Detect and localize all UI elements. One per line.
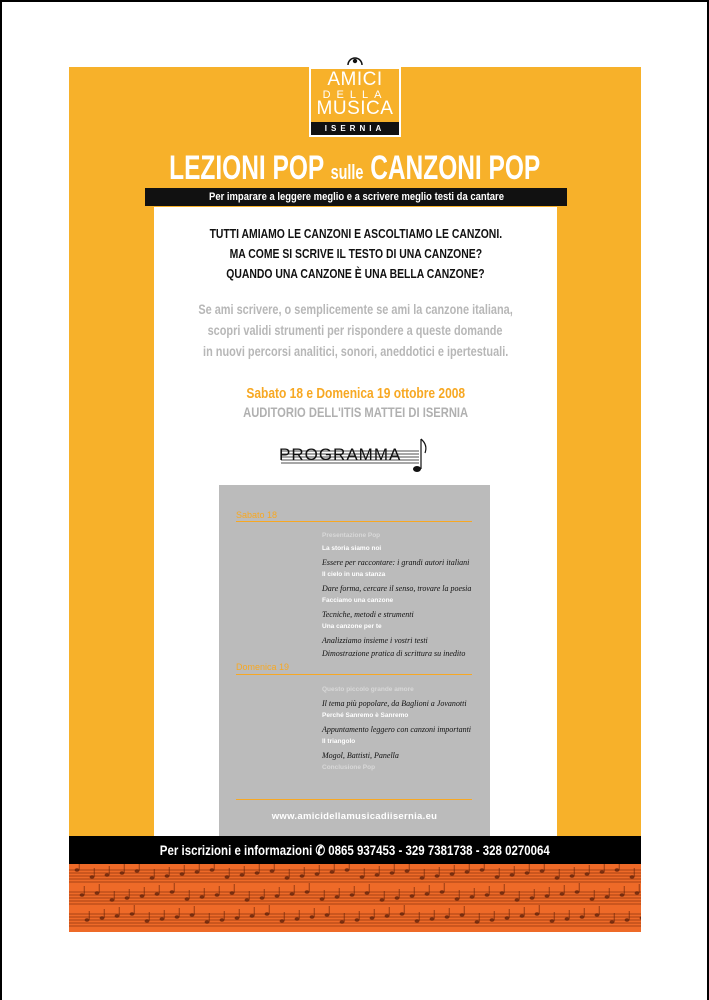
session-title: Questo piccolo grande amore — [322, 686, 414, 693]
logo — [309, 67, 401, 137]
intro-line-1: Se ami scrivere, o semplicemente se ami la canzone italiana, — [198, 301, 513, 317]
contact-bar — [69, 836, 641, 864]
session-title: Facciamo una canzone — [322, 597, 394, 604]
session-description: Appuntamento leggero con canzoni importanti — [322, 725, 472, 734]
session-title: Perché Sanremo è Sanremo — [322, 712, 409, 719]
title-part1: LEZIONI POP — [169, 149, 325, 187]
schedule-box — [219, 485, 490, 841]
session-title: Presentazione Pop — [322, 532, 381, 539]
poster — [69, 67, 641, 932]
day2-divider — [236, 674, 472, 675]
question-1: TUTTI AMIAMO LE CANZONI E ASCOLTIAMO LE CANZONI. — [209, 226, 502, 241]
session-description: Dimostrazione pratica di scrittura su inedito — [322, 649, 466, 658]
sheet-music-image — [69, 864, 641, 932]
sheet-music-strip — [69, 864, 641, 932]
logo-amici: AMICI — [327, 69, 383, 90]
title-part2: sulle — [330, 162, 364, 184]
page-border-top — [0, 0, 709, 2]
contact-text: Per iscrizioni e informazioni ✆ 0865 937453 - 329 7381738 - 328 0270064 — [160, 842, 550, 858]
day2-label: Domenica 19 — [236, 662, 290, 672]
logo-isernia: ISERNIA — [311, 122, 399, 135]
programma-label: PROGRAMMA — [279, 445, 402, 464]
website-link[interactable]: www.amicidellamusicadiisernia.eu — [271, 811, 438, 822]
subtitle-bar — [145, 188, 567, 206]
session-description: Il tema più popolare, da Baglioni a Jovanotti — [322, 699, 467, 708]
session-description: Dare forma, cercare il senso, trovare la poesia — [322, 584, 472, 593]
day1-label: Sabato 18 — [236, 510, 278, 520]
logo-musica: MUSICA — [316, 98, 394, 119]
session-description: Essere per raccontare: i grandi autori italiani — [322, 558, 470, 567]
programma-heading — [279, 435, 429, 475]
question-3: QUANDO UNA CANZONE È UNA BELLA CANZONE? — [226, 266, 485, 281]
question-2: MA COME SI SCRIVE IL TESTO DI UNA CANZONE? — [229, 246, 482, 261]
session-title: Il cielo in una stanza — [322, 571, 386, 578]
website-divider — [236, 799, 472, 800]
page-border-left — [0, 0, 2, 1000]
day1-divider — [236, 521, 472, 522]
logo-della: DELLA — [322, 89, 388, 101]
page-title — [69, 149, 641, 189]
session-description: Mogol, Battisti, Panella — [322, 751, 399, 760]
session-description: Analizziamo insieme i vostri testi — [322, 636, 428, 645]
session-title: Una canzone per te — [322, 623, 382, 630]
music-note-icon — [345, 49, 365, 67]
session-title: Conclusione Pop — [322, 764, 376, 771]
session-description: Tecniche, metodi e strumenti — [322, 610, 414, 619]
session-title: Il triangolo — [322, 738, 356, 745]
intro-line-3: in nuovi percorsi analitici, sonori, aneddotici e ipertestuali. — [202, 343, 509, 359]
event-venue: AUDITORIO DELL'ITIS MATTEI DI ISERNIA — [242, 404, 468, 420]
title-part3: CANZONI POP — [370, 149, 541, 187]
event-date: Sabato 18 e Domenica 19 ottobre 2008 — [246, 385, 465, 402]
subtitle: Per imparare a leggere meglio e a scrivere meglio testi da cantare — [208, 191, 504, 203]
session-title: La storia siamo noi — [322, 545, 382, 552]
intro-line-2: scopri validi strumenti per rispondere a queste domande — [208, 322, 503, 338]
